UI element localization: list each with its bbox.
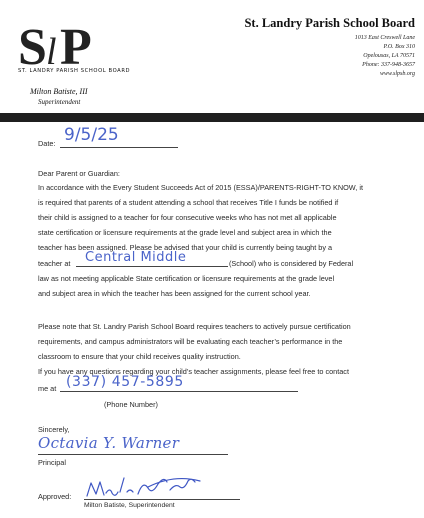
address-line: P.O. Box 310 <box>383 44 415 50</box>
paragraph-line: and subject area in which the teacher has been assigned for the current school year. <box>38 289 311 298</box>
paragraph-line: state certification or licensure requirements at the grade level and subject area in which the <box>38 228 332 237</box>
principal-signature: Octavia Y. Warner <box>38 434 180 452</box>
school-board-logo <box>16 20 108 68</box>
svg-text:l: l <box>46 31 57 68</box>
superintendent-title: Superintendent <box>38 98 81 106</box>
salutation: Dear Parent or Guardian: <box>38 169 120 178</box>
header-divider-bar <box>0 113 424 122</box>
paragraph-line: If you have any questions regarding your child’s teacher assignments, please feel free to contact <box>38 367 349 376</box>
paragraph-line: classroom to ensure that your child receives quality instruction. <box>38 352 241 361</box>
svg-text:S: S <box>18 20 47 68</box>
website-line: www.slpsb.org <box>379 71 415 77</box>
phone-line <box>60 391 298 392</box>
paragraph-line: In accordance with the Every Student Succeeds Act of 2015 (ESSA)/PARENTS-RIGHT-TO KNOW, it <box>38 183 363 192</box>
approver-caption: Milton Batiste, Superintendent <box>84 502 175 509</box>
address-line: 1013 East Creswell Lane <box>354 35 415 41</box>
me-at-label: me at <box>38 384 57 393</box>
org-name: St. Landry Parish School Board <box>244 16 415 30</box>
paragraph-line: requirements, and campus administrators will be evaluating each teacher’s performance in the <box>38 337 343 346</box>
closing: Sincerely, <box>38 425 70 434</box>
date-value: 9/5/25 <box>64 125 119 145</box>
logo-caption: ST. LANDRY PARISH SCHOOL BOARD <box>18 68 131 74</box>
address-line: Opelousas, LA 70571 <box>363 53 415 59</box>
phone-caption: (Phone Number) <box>104 400 158 409</box>
school-name-handwritten: Central Middle <box>85 250 187 265</box>
superintendent-signature <box>84 472 204 502</box>
paragraph-line: law as not meeting applicable State certification or licensure requirements at the grade level <box>38 274 335 283</box>
principal-label: Principal <box>38 458 66 467</box>
phone-number-handwritten: (337) 457-5895 <box>66 374 184 390</box>
teacher-at-label: teacher at <box>38 259 71 268</box>
approved-label: Approved: <box>38 492 72 501</box>
date-line <box>60 147 178 148</box>
approval-signature-line <box>84 499 240 500</box>
superintendent-name: Milton Batiste, III <box>30 87 88 96</box>
school-line <box>76 266 228 267</box>
paragraph-line: is required that parents of a student attending a school that receives Title I funds be notified if <box>38 198 339 207</box>
principal-signature-line <box>38 454 228 455</box>
date-label: Date: <box>38 139 56 148</box>
paragraph-line: their child is assigned to a teacher for four consecutive weeks who has not met all applicable <box>38 213 337 222</box>
paragraph-line: teacher has been assigned. Please be advised that your child is currently being taught by a <box>38 243 333 252</box>
paragraph-line: Please note that St. Landry Parish School Board requires teachers to actively pursue certification <box>38 322 351 331</box>
school-suffix: (School) who is considered by Federal <box>229 259 354 268</box>
svg-text:P: P <box>60 20 92 68</box>
phone-line: Phone: 337-948-3657 <box>362 62 415 68</box>
